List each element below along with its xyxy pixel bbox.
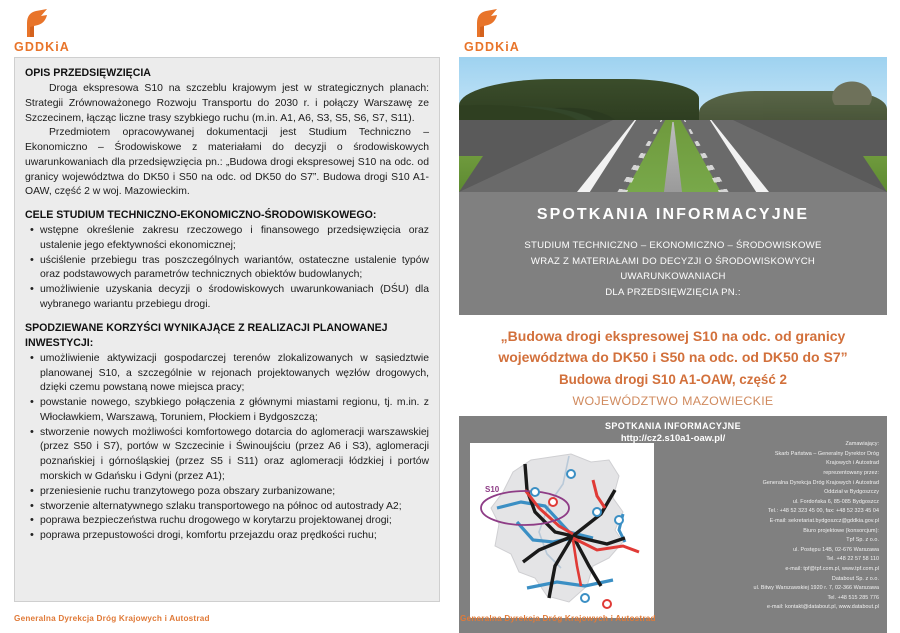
project-title-line-1: „Budowa drogi ekspresowej S10 na odc. od granicy [500,328,846,345]
contact-line: ul. Postępu 14B, 02-676 Warszawa [793,546,879,553]
list-item: • poprawa przepustowości drogi, komfortu przejazdu oraz prędkości ruchu; [29,529,429,544]
contact-line: Krajowych i Autostrad [826,460,879,467]
contact-line: Skarb Państwa – Generalny Dyrektor Dróg [774,450,879,457]
contact-line: Tel. +48 515 285 776 [827,594,879,601]
list-item: • przeniesienie ruchu tranzytowego poza obszary zurbanizowane; [29,485,429,500]
highway-photo [459,57,887,192]
list-item: • stworzenie alternatywnego szlaku transportowego na północ od autostrady A2; [29,500,429,515]
description-paragraph-1: Droga ekspresowa S10 na szczeblu krajowym jest w strategicznych planach: Strategii Zrównoważonego Rozwoju Transportu do 2030 r. i połączy Warszawę ze Szczecinem, łącząc liczne trasy szybkiego ruchu (m.in. A1, A6, S3, S5, S6, S7, S11). [25,83,429,124]
left-content-box [14,57,440,602]
contact-email[interactable]: E-mail: sekretariat.bydgoszcz@gddkia.gov.pl [769,518,879,524]
contact-line: Generalna Dyrekcja Dróg Krajowych i Autostrad [762,479,879,486]
gddkia-wordmark: GDDKiA [464,40,520,54]
left-footer-text: Generalna Dyrekcja Dróg Krajowych i Autostrad [14,614,210,623]
goals-block [25,208,429,313]
band-subtitle-line: STUDIUM TECHNICZNO – EKONOMICZNO – ŚRODOWISKOWE [524,240,822,251]
contact-line: Databout Sp. z o.o. [831,575,879,582]
contact-details [651,440,879,613]
gddkia-eagle-icon [471,9,505,39]
band-subtitle-line: UWARUNKOWANIACH [620,271,726,283]
list-item: • uściślenie przebiegu tras poszczególnych wariantów, ostateczne ustalenie typów oraz podstawowych parametrów technicznych obiektów budowlanych; [29,254,429,284]
right-header [458,9,888,57]
contact-line: Oddział w Bydgoszczy [824,489,879,496]
goals-list [29,224,429,313]
right-footer-text: Generalna Dyrekcja Dróg Krajowych i Autostrad [460,614,656,623]
contact-line: ul. Bitwy Warszawskiej 1920 r. 7, 02-366 Warszawa [753,585,879,592]
list-item: • umożliwienie aktywizacji gospodarczej terenów zlokalizowanych w sąsiedztwie planowanej S10, a szczególnie w rejonach projektowanych węzłów drogowych, dzięki czemu powstaną nowe miejsca pracy; [29,352,429,396]
right-panel [450,0,900,633]
contact-email[interactable]: e-mail: tpf@tpf.com.pl, www.tpf.com.pl [785,566,879,573]
list-item: • powstanie nowego, szybkiego połączenia z głównymi miastami regionu, tj. m.in. z Włocławkiem, Warszawą, Toruniem, Płockiem i Bydgoszczą; [29,396,429,426]
map-thumbnail[interactable] [470,443,654,618]
contact-line: ul. Fordońska 6, 85-085 Bydgoszcz [792,498,879,505]
contact-line: Zamawiający: [845,441,879,448]
gddkia-logo-right [464,9,888,54]
project-website-link[interactable]: http://cz2.s10a1-oaw.pl/ [620,432,726,444]
gddkia-wordmark: GDDKiA [14,40,70,54]
list-item: • wstępne określenie zakresu rzeczowego i finansowego przedsięwzięcia oraz ustalenie jego efektywności ekonomicznej; [29,224,429,254]
voivodeship-label: WOJEWÓDZTWO MAZOWIECKIE [572,394,774,409]
gddkia-logo [14,9,440,54]
contact-line: reprezentowany przez: [823,469,879,476]
benefits-block [25,321,429,544]
contact-line: Biuro projektowe (konsorcjum): [803,527,879,534]
band-subtitle [479,238,867,300]
contact-line: Tel.: +48 52 323 45 00, fax: +48 52 323 45 04 [767,508,879,515]
info-box-title: SPOTKANIA INFORMACYJNE [605,421,741,432]
description-block [25,66,429,200]
list-item: • umożliwienie uzyskania decyzji o środowiskowych uwarunkowaniach (DŚU) dla wybranego wariantu przebiegu drogi. [29,283,429,313]
svg-text:S10: S10 [485,485,500,495]
project-subtitle: Budowa drogi S10 A1-OAW, część 2 [559,372,787,388]
band-subtitle-line: DLA PRZEDSIĘWZIĘCIA PN.: [605,286,741,298]
benefits-heading: SPODZIEWANE KORZYŚCI WYNIKAJĄCE Z REALIZACJI PLANOWANEJ INWESTYCJI: [25,321,388,349]
project-title-line-2: województwa do DK50 i S50 na odc. od DK50 do S7” [498,349,848,366]
band-subtitle-line: WRAZ Z MATERIAŁAMI DO DECYZJI O ŚRODOWISKOWYCH [530,255,816,267]
list-item: • poprawa bezpieczeństwa ruchu drogowego w korytarzu projektowanej drogi; [29,514,429,529]
list-item: • stworzenie nowych możliwości komfortowego dotarcia do aglomeracji warszawskiej (przez S50 i S7), portów w Szczecinie i Świnoujściu (przez A6 i S3), aglomeracji poznańskiej i górnośląskiej (przez S5 i S11) oraz aglomeracji łódzkiej i portów morskich w Gdańsku i Gdyni (przez A1); [29,426,429,485]
benefits-list [29,352,429,544]
band-title: SPOTKANIA INFORMACYJNE [536,206,810,223]
description-paragraph-2: Przedmiotem opracowywanej dokumentacji jest Studium Techniczno – Ekonomiczno – Środowiskowe z materiałami do decyzji o środowiskowych uwarunkowaniach dla przedsięwzięcia pn.: „Budowa drogi ekspresowej S10 na odc. od granicy województwa do DK50 i S50 na odc. od DK50 do S7”. Budowa drogi S10 A1-OAW, część 2 w woj. Mazowieckim. [25,127,429,198]
contact-email[interactable]: e-mail: kontakt@databout.pl, www.databout.pl [767,604,879,611]
description-heading: OPIS PRZEDSIĘWZIĘCIA [25,67,151,79]
project-title-block [459,315,887,416]
gddkia-eagle-icon [21,9,55,39]
info-box [459,416,887,633]
contact-line: Tpf Sp. z o.o. [846,537,879,544]
goals-heading: CELE STUDIUM TECHNICZNO-EKONOMICZNO-ŚRODOWISKOWEGO: [25,209,377,222]
left-header [14,9,440,57]
headline-band [459,192,887,315]
info-box-header [459,416,887,443]
contact-line: Tel. +48 22 57 58 110 [826,556,879,563]
